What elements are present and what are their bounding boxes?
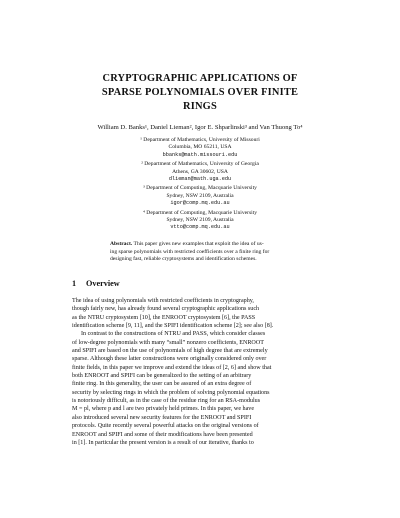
body-line: finite fields, in this paper we improve and extend the ideas of [2, 6] and show that xyxy=(72,364,272,371)
affiliation-line: ² Department of Mathematics, University of Georgia xyxy=(141,161,259,168)
paper-title xyxy=(60,72,340,114)
affiliation-email: igor@comp.mq.edu.au xyxy=(170,200,230,207)
title-line: SPARSE POLYNOMIALS OVER FINITE xyxy=(101,87,299,98)
section-heading xyxy=(72,279,120,288)
body-line: and SPIFI are based on the use of polynomials of high degree that are extremely xyxy=(72,348,268,355)
abstract-label: Abstract. xyxy=(110,241,133,247)
affiliation-line: Sydney, NSW 2109, Australia xyxy=(166,217,234,224)
body-text xyxy=(72,297,328,447)
affiliation-line: ¹ Department of Mathematics, University of Missouri xyxy=(140,137,260,143)
body-line: finite ring. In this generality, the user can be assured of an extra degree of xyxy=(72,381,252,388)
abstract xyxy=(110,241,296,264)
abstract-line: This paper gives new examples that exploit the idea of us- xyxy=(133,241,264,247)
body-line: as the NTRU cryptosystem [10], the ENROOT cryptosystem [6], the PASS xyxy=(72,314,256,321)
section-title: Overview xyxy=(86,279,120,288)
body-line: though fairly new, has already found several cryptographic applications such xyxy=(72,306,260,313)
title-line: CRYPTOGRAPHIC APPLICATIONS OF xyxy=(102,73,298,84)
body-line: The idea of using polynomials with restricted coefficients in cryptography, xyxy=(72,298,254,304)
body-line: in [1]. In particular the present version is a result of our iterative, thanks to xyxy=(72,439,254,446)
body-line: protocols. Quite recently several powerful attacks on the original versions of xyxy=(72,423,259,430)
body-line: also introduced several new security features for the ENROOT and SPIFI xyxy=(72,414,252,421)
body-line: sparse. Although these latter constructions were originally considered only over xyxy=(72,356,267,363)
affiliation-line: Sydney, NSW 2109, Australia xyxy=(166,192,234,199)
affiliation-line: Athens, GA 30602, USA xyxy=(172,168,228,175)
affiliation-email: dlieman@math.uga.edu xyxy=(168,176,232,183)
section-number: 1 xyxy=(72,279,77,288)
body-line: identification scheme [9, 11], and the SPIFI identification scheme [2]; see also [8]. xyxy=(72,323,274,330)
affiliation-email: bbanks@math.missouri.edu xyxy=(162,151,238,158)
body-line: of low-degree polynomials with many “small” nonzero coefficients, ENROOT xyxy=(72,339,264,346)
affiliation-email: vtto@comp.mq.edu.au xyxy=(170,224,230,231)
body-line: M = pl, where p and l are two privately held primes. In this paper, we have xyxy=(72,406,255,413)
body-line: In contrast to the constructions of NTRU and PASS, which consider classes xyxy=(81,331,266,338)
title-line: RINGS xyxy=(183,101,217,112)
body-line: both ENROOT and SPIFI can be generalized to the setting of an arbitrary xyxy=(72,373,252,380)
body-line: ENROOT and SPIFI and some of their modifications have been presented xyxy=(72,431,253,438)
body-line: security by selecting rings in which the problem of solving polynomial equations xyxy=(72,389,270,396)
author-list: William D. Banks¹, Daniel Lieman², Igor E. Shparlinski³ and Van Thuong To⁴ xyxy=(97,124,303,131)
body-line: is notoriously difficult, as in the case of the residue ring for an RSA-modulus xyxy=(72,398,261,405)
affiliation-line: ⁴ Department of Computing, Macquarie University xyxy=(142,209,258,216)
abstract-line: ing sparse polynomials with restricted coefficients over a finite ring for xyxy=(110,248,270,255)
abstract-line: designing fast, reliable cryptosystems and identification schemes. xyxy=(110,256,257,263)
affiliations xyxy=(100,137,300,232)
affiliation-line: ³ Department of Computing, Macquarie University xyxy=(143,185,257,192)
affiliation-line: Columbia, MO 65211, USA xyxy=(168,144,232,151)
